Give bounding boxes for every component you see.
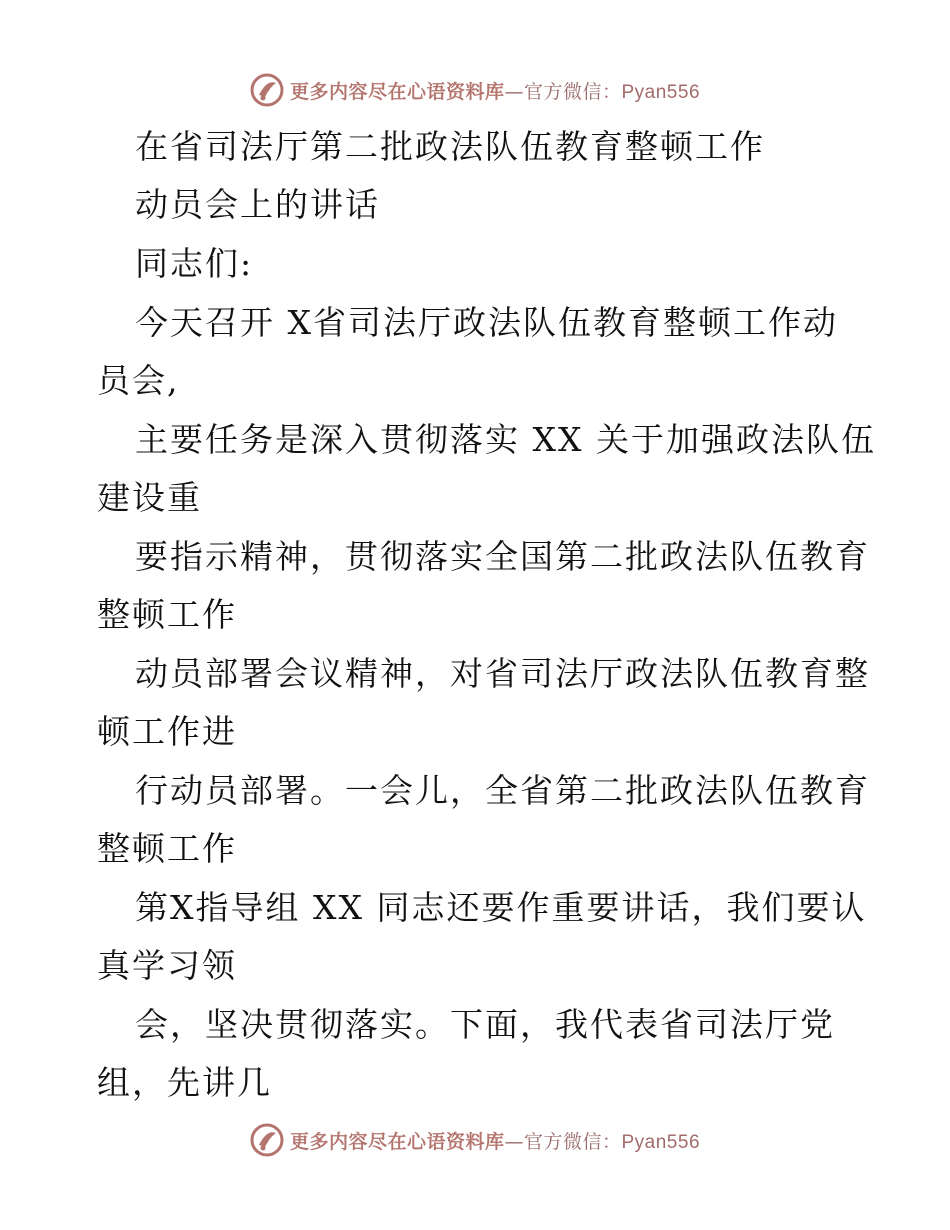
watermark-text bbox=[290, 77, 700, 104]
text-line: 员会, bbox=[97, 361, 180, 400]
text-line: 会，坚决贯彻落实。下面，我代表省司法厅党 bbox=[135, 1005, 835, 1044]
salutation: 同志们: bbox=[135, 244, 254, 283]
text-line: 整顿工作 bbox=[97, 829, 237, 868]
text-line: 第X指导组 XX 同志还要作重要讲话，我们要认 bbox=[135, 888, 867, 927]
document-title-line-1: 在省司法厅第二批政法队伍教育整顿工作 bbox=[135, 127, 765, 166]
watermark-brand: 更多内容尽在心语资料库 bbox=[289, 80, 505, 103]
watermark-text bbox=[290, 1127, 700, 1154]
text-line: 组，先讲几 bbox=[97, 1063, 272, 1102]
watermark-brand: 更多内容尽在心语资料库 bbox=[289, 1130, 505, 1153]
watermark-wechat-label: 官方微信： bbox=[523, 1130, 622, 1153]
watermark-wechat-id: Pyan556 bbox=[621, 81, 701, 103]
text-line: 整顿工作 bbox=[97, 595, 237, 634]
brand-logo-icon bbox=[250, 1123, 284, 1157]
text-line: 主要任务是深入贯彻落实 XX 关于加强政法队伍 bbox=[135, 420, 876, 459]
watermark-dash: — bbox=[504, 1130, 524, 1153]
watermark-wechat-id: Pyan556 bbox=[621, 1131, 701, 1153]
watermark-dash: — bbox=[504, 80, 524, 103]
text-line: 建设重 bbox=[97, 478, 202, 517]
text-line: 要指示精神，贯彻落实全国第二批政法队伍教育 bbox=[135, 537, 870, 576]
text-line: 今天召开 X省司法厅政法队伍教育整顿工作动 bbox=[135, 303, 838, 342]
text-line: 行动员部署。一会儿，全省第二批政法队伍教育 bbox=[135, 771, 870, 810]
footer-watermark bbox=[0, 1120, 950, 1160]
header-watermark bbox=[0, 70, 950, 110]
text-line: 顿工作进 bbox=[97, 712, 237, 751]
text-line: 真学习领 bbox=[97, 946, 237, 985]
brand-logo-icon bbox=[250, 73, 284, 107]
watermark-wechat-label: 官方微信： bbox=[523, 80, 622, 103]
document-title-line-2: 动员会上的讲话 bbox=[135, 185, 380, 224]
text-line: 动员部署会议精神，对省司法厅政法队伍教育整 bbox=[135, 654, 870, 693]
